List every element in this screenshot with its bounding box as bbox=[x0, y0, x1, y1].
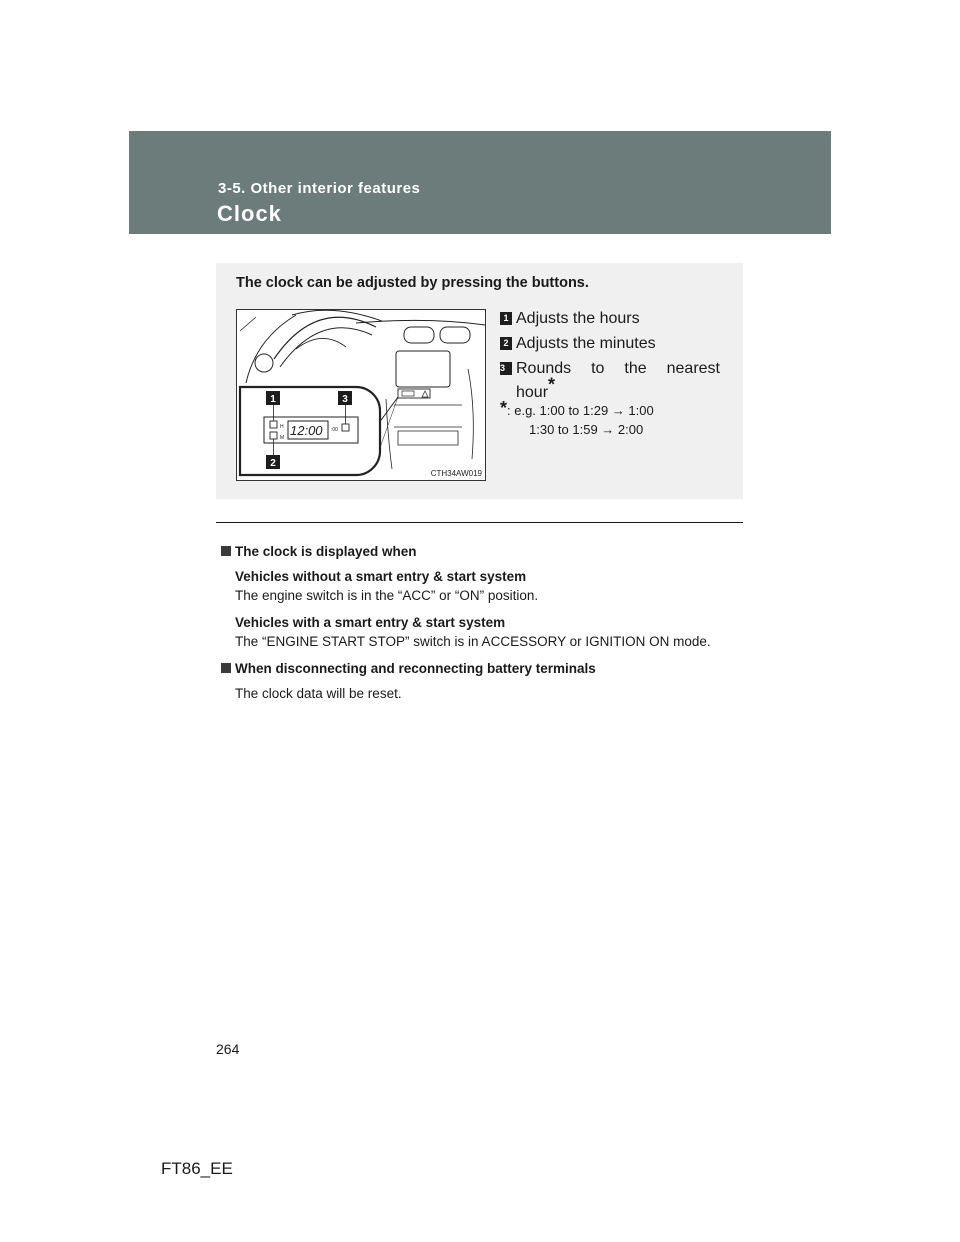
subheading: Vehicles without a smart entry & start system bbox=[235, 569, 527, 584]
paragraph: The engine switch is in the “ACC” or “ON” position. bbox=[235, 588, 539, 603]
image-code: CTH34AW019 bbox=[430, 469, 482, 478]
clock-display-text: 12:00 bbox=[290, 423, 323, 438]
bullet-heading: The clock is displayed when bbox=[219, 542, 741, 561]
legend-item bbox=[500, 307, 720, 332]
intro-text: The clock can be adjusted by pressing the buttons. bbox=[236, 275, 589, 291]
legend-text: Adjusts the minutes bbox=[516, 335, 656, 352]
legend-item bbox=[500, 357, 720, 405]
legend-text: Rounds to the nearest bbox=[516, 360, 720, 377]
chapter-header-band bbox=[129, 131, 831, 234]
footnote bbox=[500, 398, 654, 439]
body-content bbox=[219, 542, 741, 703]
svg-text:H: H bbox=[280, 424, 284, 430]
footnote-line2: 1:30 to 1:59 → 2:00 bbox=[529, 422, 644, 437]
page-number: 264 bbox=[216, 1041, 240, 1057]
svg-text:M: M bbox=[280, 435, 285, 441]
section-divider bbox=[216, 522, 743, 523]
number-badge: 1 bbox=[500, 312, 512, 325]
legend-list bbox=[500, 307, 720, 405]
footnote-line1: : e.g. 1:00 to 1:29 → 1:00 bbox=[507, 403, 654, 418]
page-title: Clock bbox=[217, 201, 282, 226]
legend-item bbox=[500, 332, 720, 357]
footnote-asterisk: * bbox=[500, 398, 508, 418]
section-label: 3-5. Other interior features bbox=[218, 180, 421, 197]
paragraph: The “ENGINE START STOP” switch is in ACCESSORY or IGNITION ON mode. bbox=[235, 634, 711, 649]
dashboard-illustration bbox=[236, 309, 486, 481]
asterisk-mark: * bbox=[548, 374, 556, 395]
document-code: FT86_EE bbox=[161, 1159, 233, 1178]
legend-text: Adjusts the hours bbox=[516, 310, 640, 327]
info-box bbox=[216, 263, 743, 499]
paragraph: The clock data will be reset. bbox=[235, 686, 402, 701]
bullet-heading: When disconnecting and reconnecting battery terminals bbox=[219, 659, 741, 678]
svg-text::00: :00 bbox=[331, 427, 338, 433]
number-badge: 2 bbox=[500, 337, 512, 350]
number-badge: 3 bbox=[500, 362, 512, 375]
callout-2: 2 bbox=[270, 458, 276, 469]
callout-1: 1 bbox=[270, 394, 276, 405]
subheading: Vehicles with a smart entry & start system bbox=[235, 615, 506, 630]
legend-text-line2: hour bbox=[516, 384, 549, 401]
callout-3: 3 bbox=[342, 394, 348, 405]
